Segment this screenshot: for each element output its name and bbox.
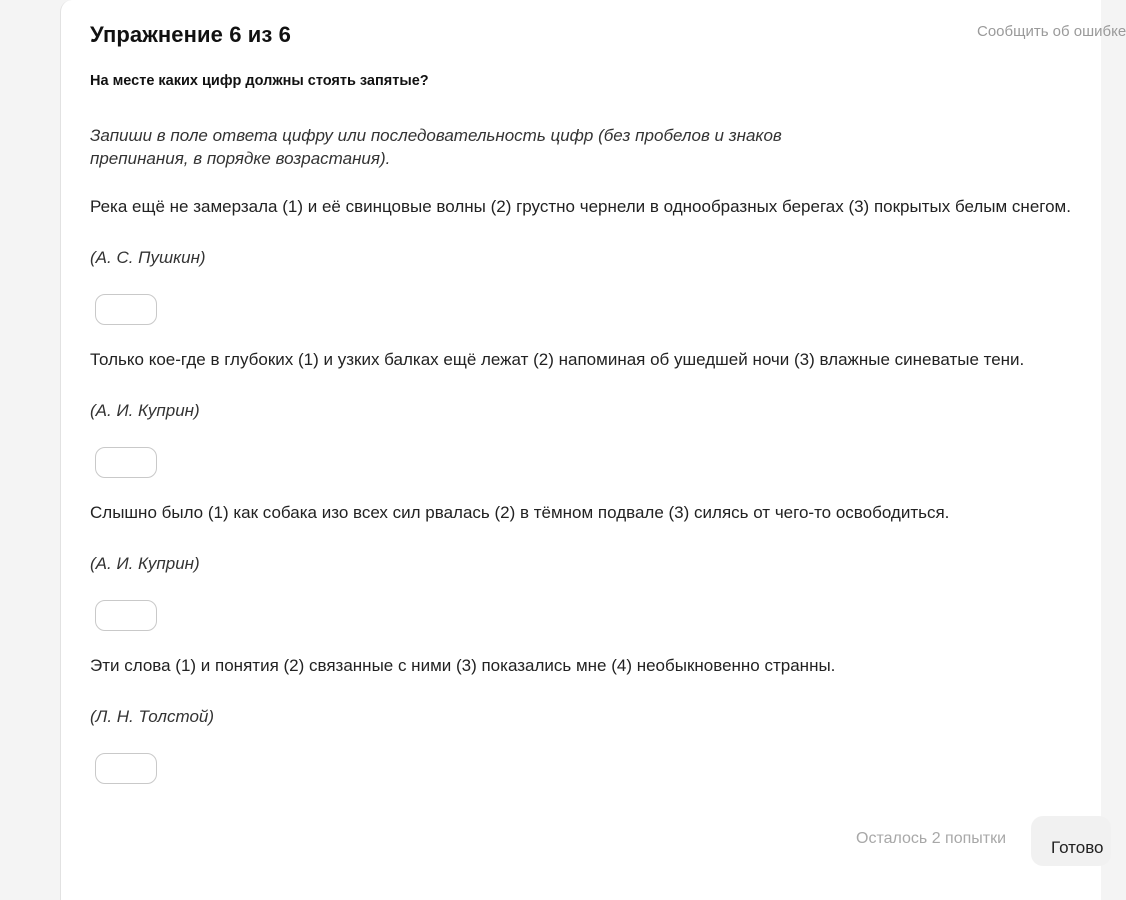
sentence-4: Эти слова (1) и понятия (2) связанные с ними (3) показались мне (4) необыкновенно странны.	[90, 656, 836, 675]
answer-input-4[interactable]	[95, 753, 157, 784]
exercise-card	[60, 0, 1126, 900]
sentence-1: Река ещё не замерзала (1) и её свинцовые волны (2) грустно чернели в однообразных берегах (3) покрытых белым снегом.	[90, 197, 1071, 216]
question-text: На месте каких цифр должны стоять запятые?	[90, 73, 429, 89]
attempts-left-text: Осталось 2 попытки	[856, 830, 1007, 847]
author-3: (А. И. Куприн)	[90, 554, 200, 573]
done-button[interactable]: Готово	[1031, 816, 1111, 866]
answer-input-1[interactable]	[95, 294, 157, 325]
sentence-3: Слышно было (1) как собака изо всех сил рвалась (2) в тёмном подвале (3) силясь от чего-то освободиться.	[90, 503, 950, 522]
exercise-title: Упражнение 6 из 6	[90, 22, 291, 47]
answer-input-2[interactable]	[95, 447, 157, 478]
author-1: (А. С. Пушкин)	[90, 248, 206, 267]
sentence-2: Только кое-где в глубоких (1) и узких балках ещё лежат (2) напоминая об ушедшей ночи (3) влажные синеватые тени.	[90, 350, 1025, 369]
answer-input-3[interactable]	[95, 600, 157, 631]
report-error-link[interactable]: Сообщить об ошибке	[977, 23, 1126, 40]
author-4: (Л. Н. Толстой)	[90, 707, 215, 726]
instruction-text: Запиши в поле ответа цифру или последовательность цифр (без пробелов и знаков препинания, в порядке возрастания).	[90, 126, 782, 168]
author-2: (А. И. Куприн)	[90, 401, 200, 420]
